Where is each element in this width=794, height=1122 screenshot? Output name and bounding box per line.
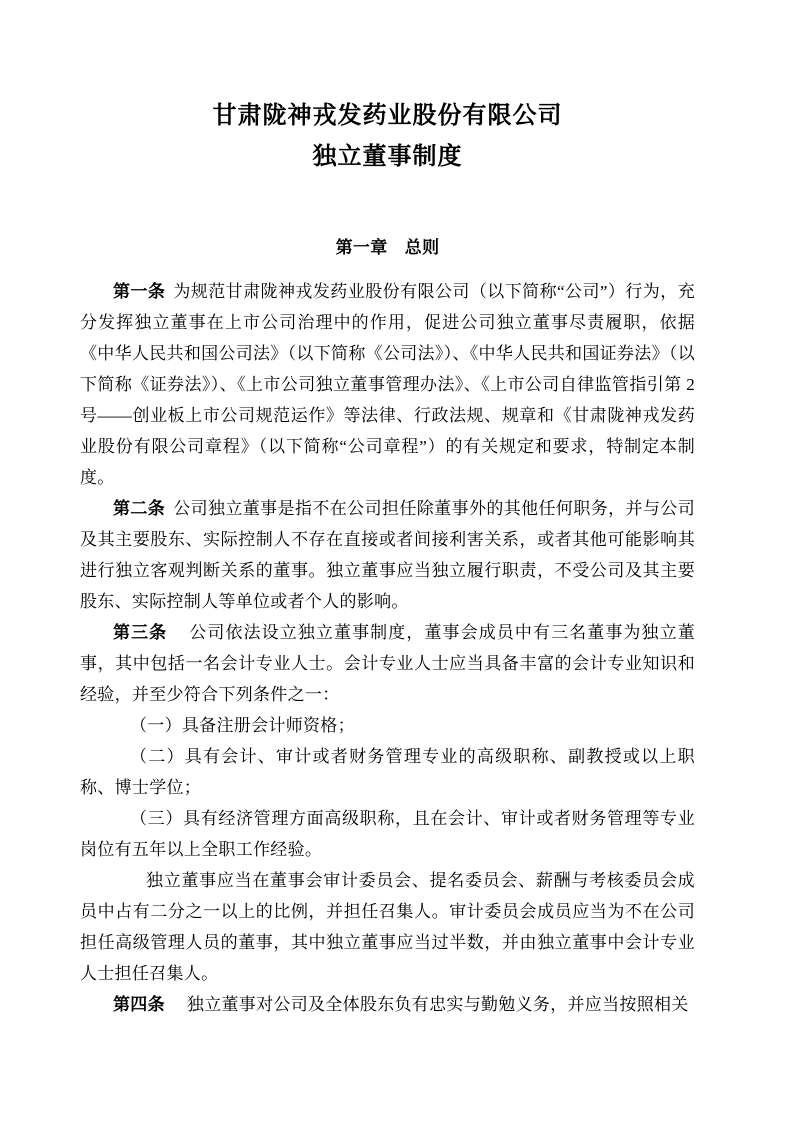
paragraph-condition-3: [80, 803, 695, 865]
paragraph-article-1: [80, 276, 695, 493]
paragraph-article-2: [80, 493, 695, 617]
document-body: [80, 276, 695, 1020]
paragraph-condition-2: [80, 741, 695, 803]
article-1-text: 为规范甘肃陇神戎发药业股份有限公司（以下简称“公司”）行为，充分发挥独立董事在上市公司治理中的作用，促进公司独立董事尽责履职，依据《中华人民共和国公司法》（以下简称《公司法》）、《中华人民共和国证券法》（以下简称《证券法》）、《上市公司独立董事管理办法》、《上市公司自律监管指引第 2 号——创业板上市公司规范运作》等法律、行政法规、规章和《甘肃陇神戎发药业股份有限公司章程》（以下简称“公司章程”）的有关规定和要求，特制定本制度。: [80, 282, 695, 487]
condition-2-text: （二）具有会计、审计或者财务管理专业的高级职称、副教授或以上职称、博士学位；: [80, 747, 695, 797]
article-3-text: 公司依法设立独立董事制度，董事会成员中有三名董事为独立董事，其中包括一名会计专业人士。会计专业人士应当具备丰富的会计专业知识和经验，并至少符合下列条件之一：: [80, 623, 695, 704]
condition-3-text: （三）具有经济管理方面高级职称，且在会计、审计或者财务管理等专业岗位有五年以上全职工作经验。: [80, 809, 695, 859]
article-1-number: 第一条: [113, 282, 166, 301]
paragraph-committee: [80, 865, 695, 989]
article-3-number: 第三条: [113, 623, 168, 642]
condition-1-text: （一）具备注册会计师资格；: [130, 716, 355, 735]
chapter-heading: 第一章 总则: [335, 238, 440, 257]
article-4-number: 第四条: [113, 995, 165, 1014]
document-subtitle: 独立董事制度: [312, 144, 463, 170]
article-2-text: 公司独立董事是指不在公司担任除董事外的其他任何职务，并与公司及其主要股东、实际控制人不存在直接或者间接利害关系，或者其他可能影响其进行独立客观判断关系的董事。独立董事应当独立履行职责，不受公司及其主要股东、实际控制人等单位或者个人的影响。: [80, 499, 696, 611]
paragraph-article-3: [80, 617, 695, 710]
paragraph-article-4: [80, 989, 695, 1020]
article-2-number: 第二条: [113, 499, 166, 518]
paragraph-condition-1: [80, 710, 695, 741]
committee-text: 独立董事应当在董事会审计委员会、提名委员会、薪酬与考核委员会成员中占有二分之一以上的比例，并担任召集人。审计委员会成员应当为不在公司担任高级管理人员的董事，其中独立董事应当过半数，并由独立董事中会计专业人士担任召集人。: [80, 871, 695, 983]
article-4-text: 独立董事对公司及全体股东负有忠实与勤勉义务，并应当按照相关: [186, 995, 689, 1014]
document-title: 甘肃陇神戎发药业股份有限公司: [212, 103, 563, 129]
